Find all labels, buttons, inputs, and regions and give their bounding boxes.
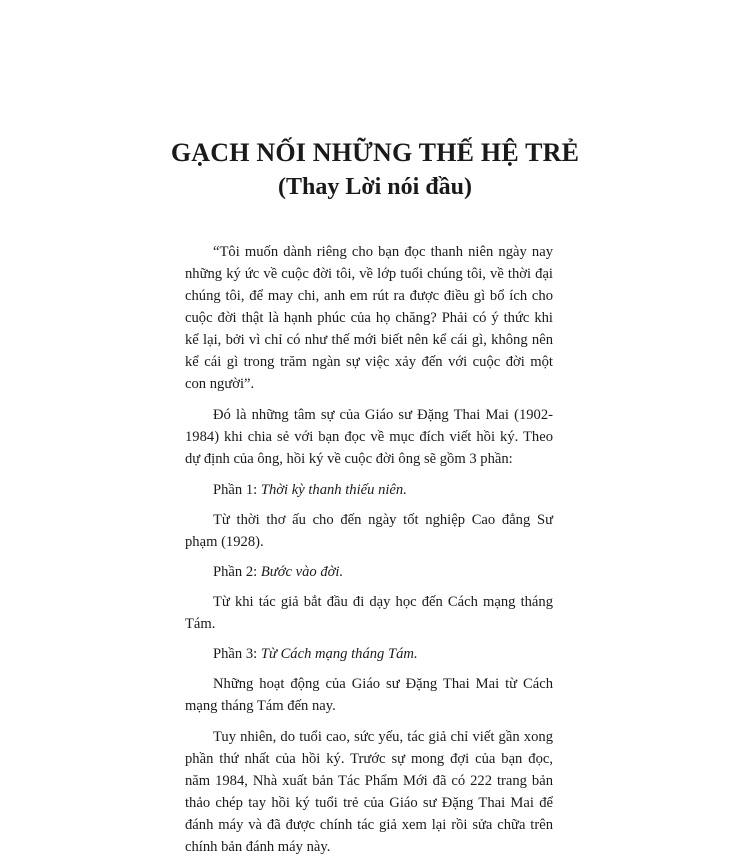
part-1-title: Thời kỳ thanh thiếu niên.	[260, 482, 407, 498]
chapter-title: GẠCH NỐI NHỮNG THẾ HỆ TRẺ	[170, 138, 580, 167]
chapter-subtitle: (Thay Lời nói đầu)	[277, 174, 472, 200]
part-3-heading	[185, 643, 553, 665]
part-2-description: Từ khi tác giả bắt đầu đi dạy học đến Cách mạng tháng Tám.	[185, 594, 553, 632]
body-text	[185, 241, 553, 867]
part-2-title: Bước vào đời.	[260, 564, 344, 580]
part-1-label: Phần 1:	[213, 482, 261, 498]
part-3-title: Từ Cách mạng tháng Tám.	[260, 646, 418, 662]
part-3-description: Những hoạt động của Giáo sư Đặng Thai Mai từ Cách mạng tháng Tám đến nay.	[185, 676, 553, 714]
intro-paragraph: Đó là những tâm sự của Giáo sư Đặng Thai Mai (1902-1984) khi chia sẻ với bạn đọc về mục đích viết hồi ký. Theo dự định của ông, hồi ký về cuộc đời ông sẽ gồm 3 phần:	[185, 407, 553, 467]
part-1-description: Từ thời thơ ấu cho đến ngày tốt nghiệp Cao đẳng Sư phạm (1928).	[185, 512, 553, 550]
opening-quote-paragraph: “Tôi muốn dành riêng cho bạn đọc thanh niên ngày nay những ký ức về cuộc đời tôi, về lớp tuổi chúng tôi, về thời đại chúng tôi, để may chi, anh em rút ra được điều gì bổ ích cho cuộc đời thật là hạnh phúc của họ chăng? Phải có ý thức khi kể lại, bởi vì chỉ có như thế mới biết nên kể cái gì, không nên kể cái gì trong trăm ngàn sự việc xảy đến với cuộc đời một con người”.	[185, 244, 553, 392]
closing-paragraph: Tuy nhiên, do tuổi cao, sức yếu, tác giả chỉ viết gần xong phần thứ nhất của hồi ký. Trước sự mong đợi của bạn đọc, năm 1984, Nhà xuất bản Tác Phẩm Mới đã có 222 trang bản thảo chép tay hồi ký tuổi trẻ của Giáo sư Đặng Thai Mai để đánh máy và đã được chính tác giả xem lại rồi sửa chữa trên chính bản đánh máy này.	[185, 729, 553, 855]
part-2-heading	[185, 561, 553, 583]
part-2-label: Phần 2:	[213, 564, 261, 580]
part-1-heading	[185, 479, 553, 501]
part-3-label: Phần 3:	[213, 646, 261, 662]
